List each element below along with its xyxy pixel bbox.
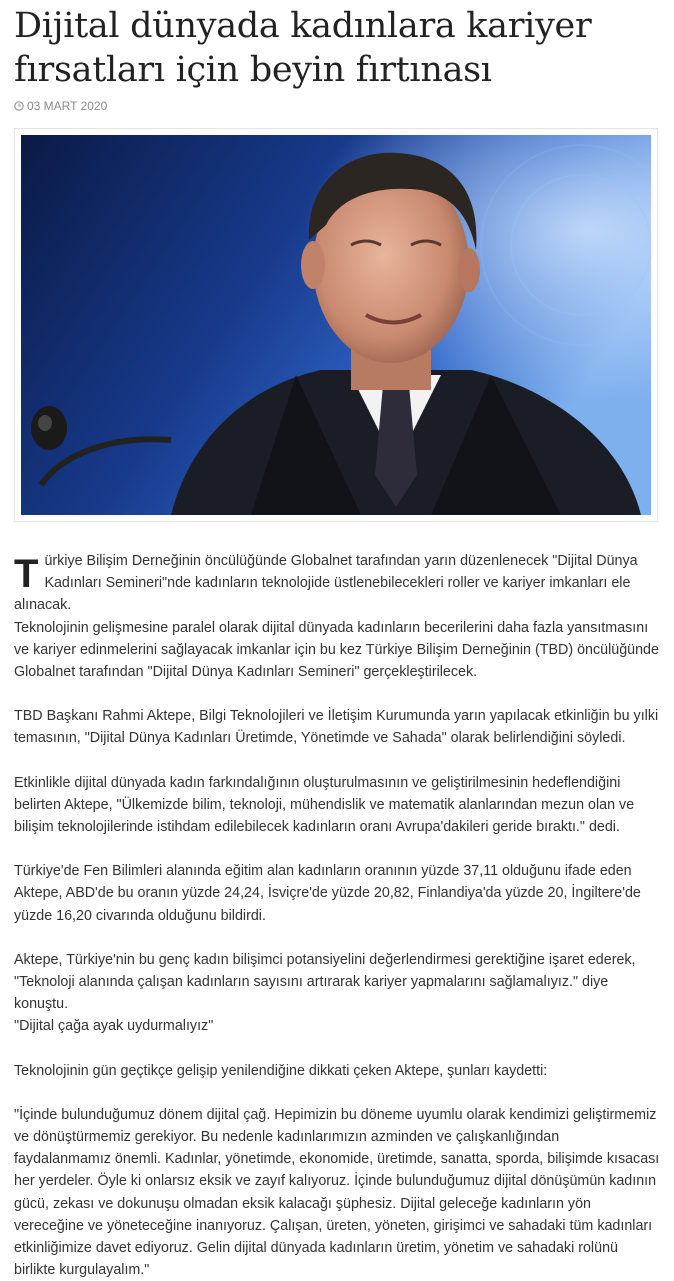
paragraph: Teknolojinin gün geçtikçe gelişip yenilendiğine dikkati çeken Aktepe, şunları kaydetti: bbox=[14, 1062, 548, 1079]
article-meta bbox=[14, 97, 660, 115]
article-photo bbox=[21, 135, 651, 515]
subheading: "Dijital çağa ayak uydurmalıyız" bbox=[14, 1018, 214, 1035]
article-title: Dijital dünyada kadınlara kariyer fırsatları için beyin fırtınası bbox=[14, 6, 592, 90]
article bbox=[14, 0, 660, 1279]
paragraph: Aktepe, Türkiye'nin bu genç kadın bilişimci potansiyelini değerlendirmesi gerektiğine işaret ederek, "Teknoloji alanında çalışan kadınların sayısını artırarak kariyer yapmalarını sağlamalıyız." diye konuştu. bbox=[14, 951, 636, 1013]
drop-cap: T bbox=[14, 552, 39, 596]
article-body bbox=[14, 550, 660, 1281]
clock-icon bbox=[14, 101, 24, 111]
paragraph: TBD Başkanı Rahmi Aktepe, Bilgi Teknolojileri ve İletişim Kurumunda yarın yapılacak etkinliğin bu yılki temasının, "Dijital Dünya Kadınları Üretimde, Yönetimde ve Sahada" olarak belirlendiğini söyledi. bbox=[14, 708, 659, 747]
article-image-frame bbox=[14, 128, 658, 522]
paragraph: Teknolojinin gelişmesine paralel olarak dijital dünyada kadınların becerilerini daha fazla yansıtmasını ve kariyer edinmelerini sağlayacak imkanlar için bu kez Türkiye Bilişim Derneğinin (TBD) öncülüğünde Globalnet tarafından "Dijital Dünya Kadınları Semineri" gerçekleştirilecek. bbox=[14, 619, 659, 681]
quote-paragraph: "İçinde bulunduğumuz dönem dijital çağ. Hepimizin bu döneme uyumlu olarak kendimizi geliştirmemiz ve dönüştürmemiz gerekiyor. Bu nedenle kadınlarımızın azminden ve çalışkanlığından faydalanmamız önemli. Kadınlar, yönetimde, ekonomide, üretimde, sanatta, sporda, bilişimde kısacası her yerdeler. Öyle ki onlarsız eksik ve zayıf kalıyoruz. İçinde bulunduğumuz dijital dönüşümün kadının gücü, zekası ve dokunuşu olmadan eksik kalacağı şüphesiz. Dijital geleceğe kadınların yön vereceğine ve yöneteceğine inanıyoruz. Çalışan, üreten, yöneten, girişimci ve sahadaki tüm kadınları etkinliğimize davet ediyoruz. Gelin dijital dünyada kadınların üretim, yönetim ve sahadaki rolünü birlikte kurgulayalım." bbox=[14, 1106, 660, 1279]
paragraph: Türkiye Bilişim Derneğinin öncülüğünde Globalnet tarafından yarın düzenlenecek "Dijital Dünya Kadınları Semineri"nde kadınların teknolojide üstlenebilecekleri roller ve kariyer imkanları ele alınacak. bbox=[14, 552, 638, 614]
publish-date: 03 MART 2020 bbox=[27, 99, 108, 113]
paragraph: Türkiye'de Fen Bilimleri alanında eğitim alan kadınların oranının yüzde 37,11 olduğunu ifade eden Aktepe, ABD'de bu oranın yüzde 24,24, İsviçre'de yüzde 20,82, Finlandiya'da yüzde 20, İngiltere'de yüzde 16,20 civarında olduğunu bildirdi. bbox=[14, 863, 641, 924]
paragraph: Etkinlikle dijital dünyada kadın farkındalığının oluşturulmasının ve geliştirilmesinin hedeflendiğini belirten Aktepe, "Ülkemizde bilim, teknoloji, mühendislik ve matematik alanlarından mezun olan ve bilişim teknolojilerinde istihdam edilebilecek kadınların oranı Avrupa'dakileri geride bıraktı." dedi. bbox=[14, 774, 635, 836]
